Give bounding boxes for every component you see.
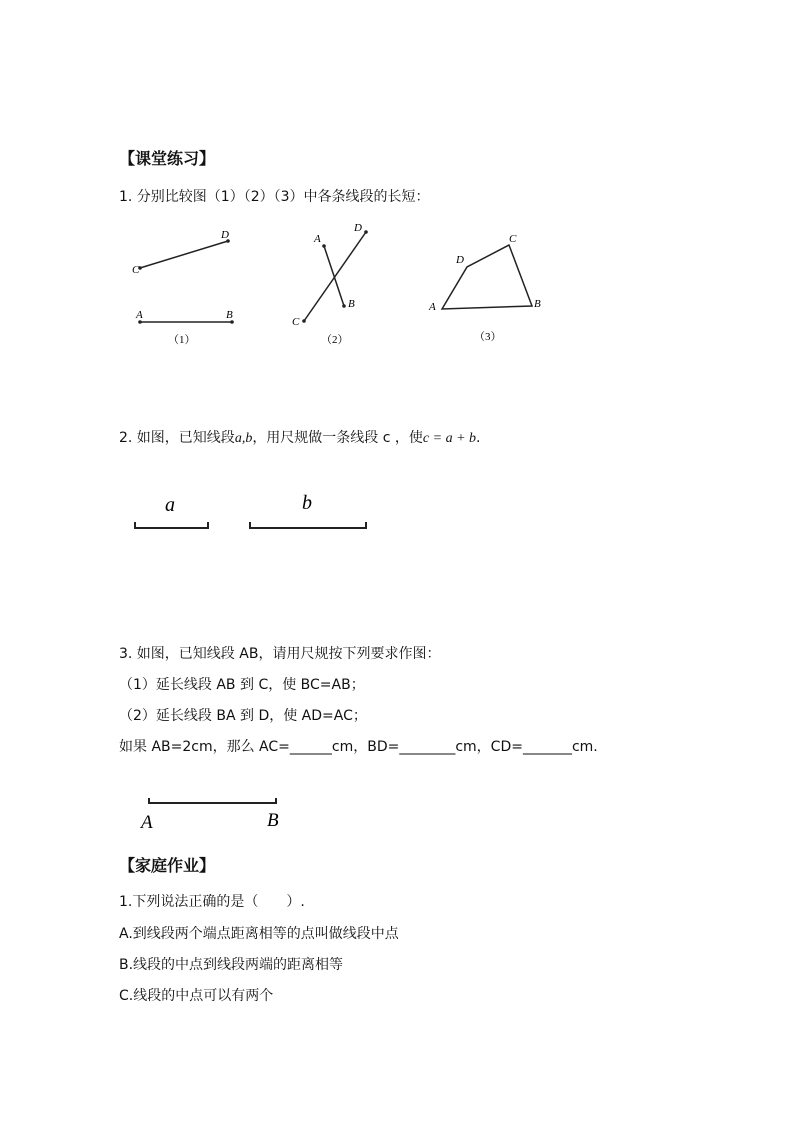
fig2-label-a: A (314, 233, 321, 245)
question-3-fill-blank: 如果 AB=2cm，那么 AC=______cm，BD=________cm，CD=_______cm. (119, 739, 598, 755)
segment-ab-label-b: B (267, 810, 279, 831)
homework-question-1: 1.下列说法正确的是（ ）. (119, 894, 305, 910)
section-heading-homework: 【家庭作业】 (119, 856, 216, 875)
fig2-caption: （2） (321, 334, 349, 346)
fig2-label-c: C (292, 316, 300, 328)
q2-end: . (476, 430, 481, 446)
question-3-step-1: （1）延长线段 AB 到 C，使 BC=AB； (119, 677, 365, 693)
section-heading-class-practice: 【课堂练习】 (119, 149, 216, 168)
fig3-label-a: A (429, 301, 436, 313)
homework-option-b: B.线段的中点到线段两端的距离相等 (119, 957, 344, 973)
fig3-label-b: B (534, 298, 541, 310)
question-1-text: 1. 分别比较图（1）（2）（3）中各条线段的长短： (119, 189, 430, 205)
segment-a-label: a (165, 494, 175, 516)
segment-ab-label-a: A (141, 812, 153, 833)
segment-b-label: b (302, 492, 312, 514)
fig3-caption: （3） (474, 331, 502, 343)
homework-option-a: A.到线段两个端点距离相等的点叫做线段中点 (119, 926, 399, 942)
fig2-label-b: B (348, 298, 355, 310)
fig1-label-d: D (221, 229, 229, 241)
q2-vars: a,b (234, 431, 253, 446)
fig3-label-c: C (509, 233, 517, 245)
homework-option-c: C.线段的中点可以有两个 (119, 988, 274, 1004)
fig2-label-d: D (354, 222, 362, 234)
q2-formula: c = a + b (422, 431, 477, 446)
fig3-label-d: D (456, 254, 464, 266)
fig1-label-c: C (132, 264, 140, 276)
question-3-text: 3. 如图，已知线段 AB，请用尺规按下列要求作图： (119, 646, 441, 662)
fig1-label-a: A (136, 309, 143, 321)
q2-middle: ，用尺规做一条线段 c ，使 (252, 430, 423, 446)
q2-prefix: 2. 如图，已知线段 (119, 430, 235, 446)
fig1-caption: （1） (168, 334, 196, 346)
question-3-step-2: （2）延长线段 BA 到 D，使 AD=AC； (119, 708, 367, 724)
fig1-label-b: B (226, 309, 233, 321)
